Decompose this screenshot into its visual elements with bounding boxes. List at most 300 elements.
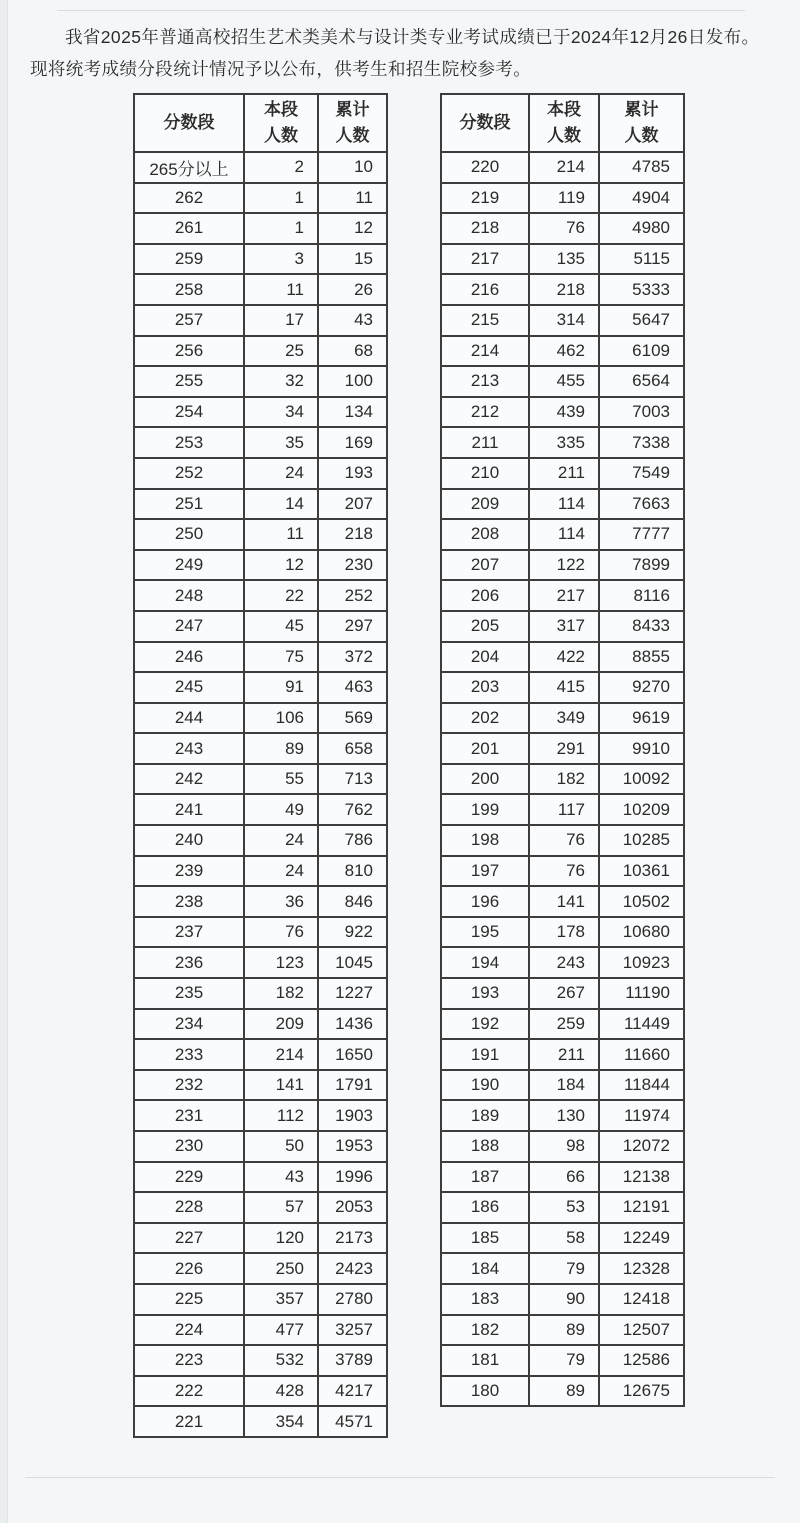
cumulative-count-cell: 1436 — [318, 1009, 387, 1040]
segment-count-cell: 141 — [529, 886, 599, 917]
cumulative-count-cell: 6564 — [599, 366, 684, 397]
cumulative-count-cell: 10361 — [599, 856, 684, 887]
cumulative-count-cell: 4904 — [599, 183, 684, 214]
table-row — [134, 856, 387, 887]
segment-count-cell: 2 — [244, 152, 318, 183]
table-row — [441, 856, 684, 887]
cumulative-count-cell: 1996 — [318, 1162, 387, 1193]
score-range-cell: 251 — [134, 489, 244, 520]
cumulative-count-cell: 1227 — [318, 978, 387, 1009]
score-distribution-table-right — [440, 93, 685, 1407]
segment-count-cell: 267 — [529, 978, 599, 1009]
cumulative-count-cell: 11449 — [599, 1009, 684, 1040]
cumulative-count-cell: 2780 — [318, 1284, 387, 1315]
segment-count-cell: 114 — [529, 519, 599, 550]
score-range-cell: 186 — [441, 1192, 529, 1223]
table-row — [441, 703, 684, 734]
table-row — [134, 733, 387, 764]
cumulative-count-cell: 9910 — [599, 733, 684, 764]
table-row — [134, 366, 387, 397]
score-range-cell: 224 — [134, 1315, 244, 1346]
segment-count-cell: 22 — [244, 580, 318, 611]
cumulative-count-cell: 4785 — [599, 152, 684, 183]
table-row — [134, 642, 387, 673]
table-row — [134, 825, 387, 856]
cumulative-count-cell: 7777 — [599, 519, 684, 550]
segment-count-cell: 211 — [529, 1039, 599, 1070]
cumulative-count-cell: 762 — [318, 794, 387, 825]
segment-count-cell: 477 — [244, 1315, 318, 1346]
segment-count-cell: 14 — [244, 489, 318, 520]
table-row — [441, 244, 684, 275]
score-range-cell: 232 — [134, 1070, 244, 1101]
table-row — [441, 1345, 684, 1376]
table-row — [134, 1406, 387, 1437]
cumulative-count-cell: 10285 — [599, 825, 684, 856]
table-row — [441, 1009, 684, 1040]
table-row — [441, 519, 684, 550]
table-row — [441, 764, 684, 795]
table-row — [134, 1345, 387, 1376]
score-range-cell: 204 — [441, 642, 529, 673]
segment-count-cell: 79 — [529, 1253, 599, 1284]
table-row — [134, 244, 387, 275]
cumulative-count-cell: 12507 — [599, 1315, 684, 1346]
table-row — [134, 305, 387, 336]
segment-count-cell: 114 — [529, 489, 599, 520]
score-range-cell: 218 — [441, 213, 529, 244]
segment-count-cell: 250 — [244, 1253, 318, 1284]
score-range-cell: 259 — [134, 244, 244, 275]
table-row — [134, 1009, 387, 1040]
score-range-cell: 180 — [441, 1376, 529, 1407]
segment-count-cell: 122 — [529, 550, 599, 581]
cumulative-count-cell: 11844 — [599, 1070, 684, 1101]
segment-count-cell: 354 — [244, 1406, 318, 1437]
table-row — [134, 764, 387, 795]
cumulative-count-cell: 11660 — [599, 1039, 684, 1070]
segment-count-cell: 214 — [244, 1039, 318, 1070]
score-range-cell: 195 — [441, 917, 529, 948]
segment-count-cell: 117 — [529, 794, 599, 825]
score-range-cell: 257 — [134, 305, 244, 336]
cumulative-count-cell: 1045 — [318, 947, 387, 978]
segment-count-cell: 217 — [529, 580, 599, 611]
cumulative-count-cell: 12675 — [599, 1376, 684, 1407]
score-range-cell: 256 — [134, 336, 244, 367]
segment-count-cell: 422 — [529, 642, 599, 673]
table-row — [441, 213, 684, 244]
table-row — [134, 336, 387, 367]
table-row — [441, 489, 684, 520]
table-row — [441, 550, 684, 581]
cumulative-count-cell: 7663 — [599, 489, 684, 520]
segment-count-cell: 11 — [244, 274, 318, 305]
cumulative-count-cell: 713 — [318, 764, 387, 795]
score-range-cell: 198 — [441, 825, 529, 856]
score-range-cell: 197 — [441, 856, 529, 887]
score-range-cell: 258 — [134, 274, 244, 305]
score-range-cell: 181 — [441, 1345, 529, 1376]
cumulative-count-cell: 810 — [318, 856, 387, 887]
segment-count-cell: 76 — [529, 825, 599, 856]
cumulative-count-cell: 100 — [318, 366, 387, 397]
segment-count-cell: 141 — [244, 1070, 318, 1101]
cumulative-count-cell: 12328 — [599, 1253, 684, 1284]
cumulative-count-cell: 11974 — [599, 1100, 684, 1131]
segment-count-cell: 89 — [529, 1376, 599, 1407]
cumulative-count-cell: 193 — [318, 458, 387, 489]
table-row — [134, 1376, 387, 1407]
cumulative-count-cell: 8855 — [599, 642, 684, 673]
segment-count-cell: 49 — [244, 794, 318, 825]
cumulative-count-cell: 658 — [318, 733, 387, 764]
table-row — [134, 427, 387, 458]
segment-count-cell: 89 — [244, 733, 318, 764]
segment-count-cell: 76 — [529, 213, 599, 244]
segment-count-cell: 119 — [529, 183, 599, 214]
table-row — [441, 1162, 684, 1193]
cumulative-count-cell: 5333 — [599, 274, 684, 305]
segment-count-cell: 184 — [529, 1070, 599, 1101]
cumulative-count-cell: 10923 — [599, 947, 684, 978]
cumulative-count-cell: 8433 — [599, 611, 684, 642]
table-row — [441, 1315, 684, 1346]
cumulative-count-cell: 10209 — [599, 794, 684, 825]
cumulative-count-cell: 297 — [318, 611, 387, 642]
score-range-cell: 222 — [134, 1376, 244, 1407]
segment-count-cell: 12 — [244, 550, 318, 581]
table-row — [134, 978, 387, 1009]
score-range-cell: 242 — [134, 764, 244, 795]
segment-count-cell: 428 — [244, 1376, 318, 1407]
cumulative-count-cell: 4571 — [318, 1406, 387, 1437]
segment-count-cell: 25 — [244, 336, 318, 367]
score-range-cell: 241 — [134, 794, 244, 825]
segment-count-cell: 58 — [529, 1223, 599, 1254]
segment-count-header-line1: 本段 — [264, 100, 298, 119]
score-range-cell: 191 — [441, 1039, 529, 1070]
cumulative-count-cell: 207 — [318, 489, 387, 520]
score-range-cell: 217 — [441, 244, 529, 275]
table-row — [441, 978, 684, 1009]
table-row — [441, 825, 684, 856]
table-row — [134, 947, 387, 978]
cumulative-count-cell: 9619 — [599, 703, 684, 734]
segment-count-cell: 106 — [244, 703, 318, 734]
segment-count-cell: 24 — [244, 458, 318, 489]
cumulative-count-cell: 1791 — [318, 1070, 387, 1101]
table-row — [134, 1039, 387, 1070]
segment-count-cell: 76 — [529, 856, 599, 887]
score-range-cell: 249 — [134, 550, 244, 581]
top-divider — [57, 10, 745, 11]
segment-count-header — [529, 94, 599, 152]
table-row — [134, 1192, 387, 1223]
score-range-cell: 201 — [441, 733, 529, 764]
table-row — [441, 947, 684, 978]
score-range-cell: 225 — [134, 1284, 244, 1315]
table-row — [441, 1284, 684, 1315]
segment-count-cell: 182 — [244, 978, 318, 1009]
segment-count-cell: 182 — [529, 764, 599, 795]
score-range-cell: 188 — [441, 1131, 529, 1162]
score-range-cell: 185 — [441, 1223, 529, 1254]
segment-count-cell: 24 — [244, 825, 318, 856]
cumulative-count-cell: 6109 — [599, 336, 684, 367]
score-range-cell: 210 — [441, 458, 529, 489]
score-range-cell: 226 — [134, 1253, 244, 1284]
table-header-row — [441, 94, 684, 152]
cumulative-count-cell: 218 — [318, 519, 387, 550]
table-row — [134, 1223, 387, 1254]
segment-count-cell: 34 — [244, 397, 318, 428]
table-row — [134, 1315, 387, 1346]
table-row — [441, 580, 684, 611]
score-range-cell: 239 — [134, 856, 244, 887]
cumulative-count-cell: 12249 — [599, 1223, 684, 1254]
cumulative-count-cell: 3257 — [318, 1315, 387, 1346]
segment-count-cell: 455 — [529, 366, 599, 397]
score-range-cell: 265分以上 — [134, 152, 244, 183]
score-range-cell: 219 — [441, 183, 529, 214]
cumulative-count-cell: 9270 — [599, 672, 684, 703]
segment-count-cell: 1 — [244, 183, 318, 214]
score-range-cell: 212 — [441, 397, 529, 428]
segment-count-header — [244, 94, 318, 152]
segment-count-cell: 462 — [529, 336, 599, 367]
score-range-cell: 187 — [441, 1162, 529, 1193]
score-range-cell: 208 — [441, 519, 529, 550]
cumulative-count-cell: 10 — [318, 152, 387, 183]
cumulative-count-cell: 68 — [318, 336, 387, 367]
table-row — [441, 274, 684, 305]
table-row — [134, 519, 387, 550]
table-row — [441, 305, 684, 336]
segment-count-cell: 43 — [244, 1162, 318, 1193]
segment-count-cell: 178 — [529, 917, 599, 948]
table-row — [441, 366, 684, 397]
segment-count-header-line2: 人数 — [264, 126, 298, 145]
segment-count-cell: 314 — [529, 305, 599, 336]
segment-count-cell: 66 — [529, 1162, 599, 1193]
cumulative-count-cell: 1903 — [318, 1100, 387, 1131]
segment-count-cell: 55 — [244, 764, 318, 795]
cumulative-count-cell: 922 — [318, 917, 387, 948]
segment-count-cell: 112 — [244, 1100, 318, 1131]
score-range-cell: 192 — [441, 1009, 529, 1040]
score-distribution-table-left — [133, 93, 388, 1438]
score-range-cell: 240 — [134, 825, 244, 856]
segment-count-cell: 218 — [529, 274, 599, 305]
segment-count-cell: 130 — [529, 1100, 599, 1131]
table-row — [441, 1131, 684, 1162]
segment-count-cell: 335 — [529, 427, 599, 458]
segment-count-cell: 415 — [529, 672, 599, 703]
score-range-cell: 199 — [441, 794, 529, 825]
cumulative-count-cell: 372 — [318, 642, 387, 673]
cumulative-count-cell: 1953 — [318, 1131, 387, 1162]
segment-count-cell: 349 — [529, 703, 599, 734]
score-range-cell: 234 — [134, 1009, 244, 1040]
cumulative-count-cell: 12418 — [599, 1284, 684, 1315]
segment-count-cell: 1 — [244, 213, 318, 244]
cumulative-count-cell: 7899 — [599, 550, 684, 581]
cumulative-count-cell: 2423 — [318, 1253, 387, 1284]
score-range-cell: 236 — [134, 947, 244, 978]
score-range-cell: 230 — [134, 1131, 244, 1162]
page-left-edge — [0, 0, 8, 1523]
segment-count-cell: 89 — [529, 1315, 599, 1346]
cumulative-count-cell: 252 — [318, 580, 387, 611]
cumulative-count-cell: 15 — [318, 244, 387, 275]
segment-count-cell: 123 — [244, 947, 318, 978]
table-row — [441, 1253, 684, 1284]
score-range-cell: 233 — [134, 1039, 244, 1070]
table-row — [134, 794, 387, 825]
table-row — [134, 489, 387, 520]
score-range-cell: 253 — [134, 427, 244, 458]
segment-count-cell: 209 — [244, 1009, 318, 1040]
table-row — [441, 1192, 684, 1223]
table-row — [441, 917, 684, 948]
cumulative-count-cell: 5647 — [599, 305, 684, 336]
table-row — [441, 1100, 684, 1131]
score-range-cell: 247 — [134, 611, 244, 642]
table-row — [134, 397, 387, 428]
table-row — [134, 611, 387, 642]
score-range-cell: 227 — [134, 1223, 244, 1254]
segment-count-header-line2: 人数 — [547, 126, 581, 145]
score-range-cell: 216 — [441, 274, 529, 305]
score-range-cell: 229 — [134, 1162, 244, 1193]
cumulative-count-cell: 4980 — [599, 213, 684, 244]
segment-count-cell: 439 — [529, 397, 599, 428]
segment-count-cell: 57 — [244, 1192, 318, 1223]
cumulative-count-cell: 4217 — [318, 1376, 387, 1407]
table-row — [134, 458, 387, 489]
table-row — [134, 1131, 387, 1162]
table-row — [441, 336, 684, 367]
table-row — [441, 183, 684, 214]
bottom-divider — [25, 1477, 775, 1478]
cumulative-count-cell: 11 — [318, 183, 387, 214]
cumulative-count-header — [599, 94, 684, 152]
segment-count-cell: 214 — [529, 152, 599, 183]
segment-count-cell: 45 — [244, 611, 318, 642]
cumulative-count-cell: 5115 — [599, 244, 684, 275]
segment-count-cell: 76 — [244, 917, 318, 948]
score-range-cell: 206 — [441, 580, 529, 611]
score-range-cell: 262 — [134, 183, 244, 214]
table-row — [441, 397, 684, 428]
score-range-cell: 245 — [134, 672, 244, 703]
segment-count-cell: 53 — [529, 1192, 599, 1223]
table-row — [134, 183, 387, 214]
table-row — [441, 427, 684, 458]
score-range-cell: 252 — [134, 458, 244, 489]
score-range-cell: 183 — [441, 1284, 529, 1315]
segment-count-cell: 211 — [529, 458, 599, 489]
score-range-cell: 250 — [134, 519, 244, 550]
score-range-header: 分数段 — [441, 94, 529, 152]
table-row — [134, 917, 387, 948]
table-row — [134, 672, 387, 703]
segment-count-cell: 75 — [244, 642, 318, 673]
cumulative-count-header-line2: 人数 — [335, 126, 370, 145]
cumulative-count-header-line2: 人数 — [624, 126, 659, 145]
cumulative-count-cell: 3789 — [318, 1345, 387, 1376]
score-range-cell: 203 — [441, 672, 529, 703]
score-range-cell: 243 — [134, 733, 244, 764]
table-row — [134, 550, 387, 581]
score-range-cell: 193 — [441, 978, 529, 1009]
table-row — [134, 703, 387, 734]
cumulative-count-cell: 169 — [318, 427, 387, 458]
table-row — [134, 886, 387, 917]
score-range-cell: 238 — [134, 886, 244, 917]
score-range-cell: 213 — [441, 366, 529, 397]
cumulative-count-cell: 10680 — [599, 917, 684, 948]
score-range-cell: 221 — [134, 1406, 244, 1437]
table-row — [134, 1070, 387, 1101]
cumulative-count-cell: 7338 — [599, 427, 684, 458]
cumulative-count-cell: 26 — [318, 274, 387, 305]
cumulative-count-cell: 2053 — [318, 1192, 387, 1223]
segment-count-cell: 3 — [244, 244, 318, 275]
score-range-cell: 228 — [134, 1192, 244, 1223]
score-range-cell: 200 — [441, 764, 529, 795]
cumulative-count-header-line1: 累计 — [335, 100, 370, 119]
cumulative-count-cell: 2173 — [318, 1223, 387, 1254]
cumulative-count-cell: 43 — [318, 305, 387, 336]
cumulative-count-cell: 230 — [318, 550, 387, 581]
table-row — [134, 152, 387, 183]
segment-count-cell: 120 — [244, 1223, 318, 1254]
cumulative-count-cell: 7549 — [599, 458, 684, 489]
score-range-cell: 194 — [441, 947, 529, 978]
table-row — [441, 794, 684, 825]
table-row — [134, 580, 387, 611]
score-range-cell: 237 — [134, 917, 244, 948]
score-range-cell: 255 — [134, 366, 244, 397]
cumulative-count-cell: 846 — [318, 886, 387, 917]
table-row — [441, 886, 684, 917]
table-row — [134, 1253, 387, 1284]
cumulative-count-cell: 8116 — [599, 580, 684, 611]
segment-count-header-line1: 本段 — [547, 100, 581, 119]
segment-count-cell: 32 — [244, 366, 318, 397]
table-row — [441, 1376, 684, 1407]
segment-count-cell: 317 — [529, 611, 599, 642]
cumulative-count-cell: 12138 — [599, 1162, 684, 1193]
score-range-cell: 202 — [441, 703, 529, 734]
cumulative-count-cell: 1650 — [318, 1039, 387, 1070]
segment-count-cell: 532 — [244, 1345, 318, 1376]
cumulative-count-cell: 10502 — [599, 886, 684, 917]
segment-count-cell: 259 — [529, 1009, 599, 1040]
table-row — [441, 1070, 684, 1101]
score-range-cell: 182 — [441, 1315, 529, 1346]
table-row — [134, 1162, 387, 1193]
score-range-cell: 214 — [441, 336, 529, 367]
score-range-cell: 207 — [441, 550, 529, 581]
score-range-cell: 209 — [441, 489, 529, 520]
score-range-cell: 211 — [441, 427, 529, 458]
score-tables-container — [133, 93, 685, 1438]
cumulative-count-cell: 12586 — [599, 1345, 684, 1376]
segment-count-cell: 79 — [529, 1345, 599, 1376]
